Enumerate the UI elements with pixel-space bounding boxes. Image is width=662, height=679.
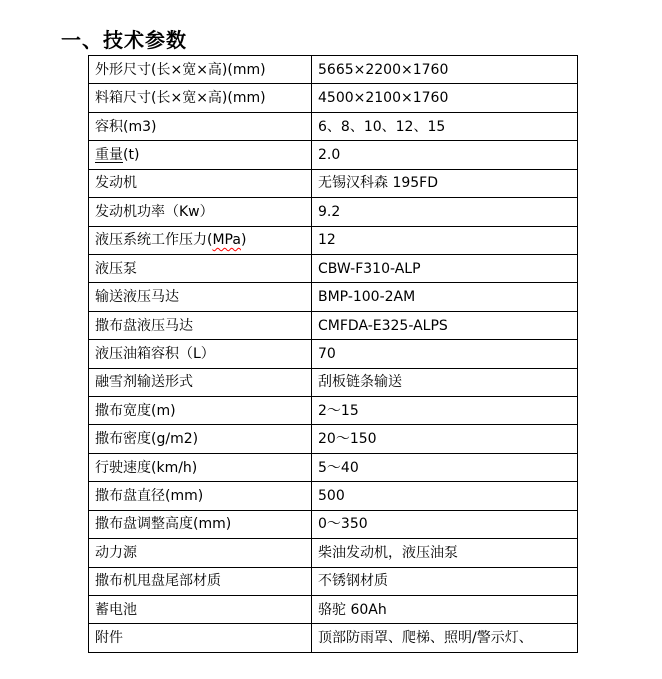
table-row bbox=[89, 624, 578, 653]
table-row bbox=[89, 453, 578, 481]
spec-value-cell: 柴油发动机，液压油泵 bbox=[312, 539, 578, 567]
spec-label-cell: 撒布密度(g/m2) bbox=[89, 425, 312, 453]
spec-value-cell: 5～40 bbox=[312, 453, 578, 481]
spec-label-cell: 撒布机甩盘尾部材质 bbox=[89, 567, 312, 595]
spec-value-cell: 6、8、10、12、15 bbox=[312, 112, 578, 140]
spec-value-cell: CMFDA-E325-ALPS bbox=[312, 311, 578, 339]
spec-label-cell: 撒布盘液压马达 bbox=[89, 311, 312, 339]
table-row bbox=[89, 340, 578, 368]
table-row bbox=[89, 56, 578, 84]
table-row bbox=[89, 141, 578, 169]
table-row bbox=[89, 254, 578, 282]
spec-label-cell: 融雪剂输送形式 bbox=[89, 368, 312, 396]
table-row bbox=[89, 283, 578, 311]
spec-table bbox=[88, 55, 578, 653]
spec-label-cell: 行驶速度(km/h) bbox=[89, 453, 312, 481]
spec-label-cell: 发动机 bbox=[89, 169, 312, 197]
table-row bbox=[89, 425, 578, 453]
spec-value-cell: 骆驼 60Ah bbox=[312, 596, 578, 624]
spec-value-cell: 70 bbox=[312, 340, 578, 368]
spec-table-body bbox=[89, 56, 578, 653]
table-row bbox=[89, 567, 578, 595]
spec-value-cell: 0～350 bbox=[312, 510, 578, 538]
table-row bbox=[89, 596, 578, 624]
spec-label-cell: 撒布宽度(m) bbox=[89, 397, 312, 425]
spec-value-cell: 刮板链条输送 bbox=[312, 368, 578, 396]
spec-label-cell: 液压泵 bbox=[89, 254, 312, 282]
spec-label-cell: 撒布盘直径(mm) bbox=[89, 482, 312, 510]
table-row bbox=[89, 539, 578, 567]
table-row bbox=[89, 510, 578, 538]
spec-value-cell: 无锡汉科森 195FD bbox=[312, 169, 578, 197]
spec-value-cell: CBW-F310-ALP bbox=[312, 254, 578, 282]
label-text: 液压系统工作压力( bbox=[95, 232, 213, 249]
spec-label-cell: 撒布盘调整高度(mm) bbox=[89, 510, 312, 538]
spec-value-cell: 2～15 bbox=[312, 397, 578, 425]
page-title: 一、技术参数 bbox=[61, 28, 187, 52]
spec-label-cell: 容积(m3) bbox=[89, 112, 312, 140]
table-row bbox=[89, 198, 578, 226]
spec-value-cell: 5665×2200×1760 bbox=[312, 56, 578, 84]
spec-value-cell: BMP-100-2AM bbox=[312, 283, 578, 311]
spec-label-cell: 蓄电池 bbox=[89, 596, 312, 624]
spec-value-cell: 500 bbox=[312, 482, 578, 510]
label-text: (t) bbox=[123, 146, 140, 163]
underlined-text: 重量 bbox=[95, 146, 123, 163]
spec-value-cell: 9.2 bbox=[312, 198, 578, 226]
spec-label-cell bbox=[89, 226, 312, 254]
table-row bbox=[89, 311, 578, 339]
spec-label-cell: 动力源 bbox=[89, 539, 312, 567]
spec-label-cell: 液压油箱容积（L） bbox=[89, 340, 312, 368]
spec-value-cell: 4500×2100×1760 bbox=[312, 84, 578, 112]
table-row bbox=[89, 84, 578, 112]
table-row bbox=[89, 226, 578, 254]
spec-label-cell: 附件 bbox=[89, 624, 312, 653]
spec-value-cell: 20～150 bbox=[312, 425, 578, 453]
table-row bbox=[89, 397, 578, 425]
spec-label-cell: 输送液压马达 bbox=[89, 283, 312, 311]
spec-label-cell bbox=[89, 141, 312, 169]
spec-value-cell: 12 bbox=[312, 226, 578, 254]
label-text: ) bbox=[240, 232, 247, 249]
spellcheck-flagged-text: MPa bbox=[212, 232, 241, 249]
spec-value-cell: 2.0 bbox=[312, 141, 578, 169]
table-row bbox=[89, 482, 578, 510]
spec-value-cell: 顶部防雨罩、爬梯、照明/警示灯、 bbox=[312, 624, 578, 653]
spec-label-cell: 料箱尺寸(长×宽×高)(mm) bbox=[89, 84, 312, 112]
spec-value-cell: 不锈钢材质 bbox=[312, 567, 578, 595]
spec-label-cell: 外形尺寸(长×宽×高)(mm) bbox=[89, 56, 312, 84]
table-row bbox=[89, 169, 578, 197]
table-row bbox=[89, 112, 578, 140]
table-row bbox=[89, 368, 578, 396]
spec-label-cell: 发动机功率（Kw） bbox=[89, 198, 312, 226]
